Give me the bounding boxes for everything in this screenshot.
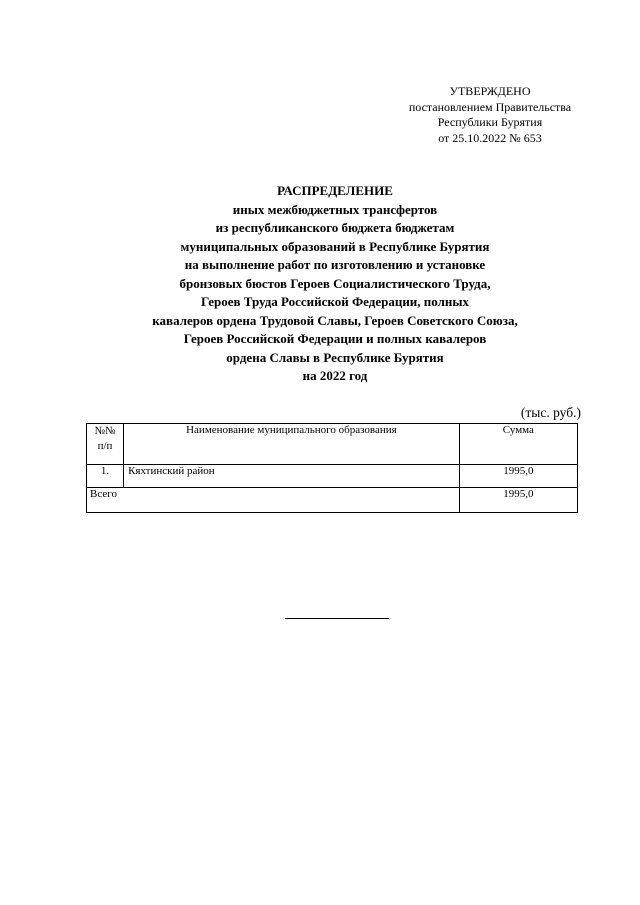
header-name: Наименование муниципального образования <box>124 424 460 465</box>
title-line: Героев Российской Федерации и полных кавалеров <box>183 331 487 346</box>
header-number-line2: п/п <box>97 440 113 452</box>
title-line: на 2022 год <box>302 368 368 383</box>
header-number-line1: №№ <box>94 425 116 437</box>
total-label: Всего <box>87 488 460 513</box>
title-line: кавалеров ордена Трудовой Славы, Героев Советского Союза, <box>152 312 518 328</box>
approval-resolution: постановлением Правительства <box>408 99 572 114</box>
table-total-row <box>87 488 578 513</box>
approval-republic: Республики Бурятия <box>437 115 543 129</box>
title-line: Героев Труда Российской Федерации, полных <box>200 294 470 309</box>
title-line: из республиканского бюджета бюджетам <box>215 220 455 235</box>
header-sum: Сумма <box>459 424 577 465</box>
total-sum: 1995,0 <box>459 488 577 513</box>
approval-block <box>380 84 600 146</box>
row-sum: 1995,0 <box>459 465 577 488</box>
document-title <box>60 182 610 386</box>
title-line: муниципальных образований в Республике Бурятия <box>180 238 490 254</box>
title-line: бронзовых бюстов Героев Социалистического Труда, <box>179 275 491 291</box>
distribution-table <box>86 423 578 513</box>
units-label: (тыс. руб.) <box>520 405 581 420</box>
table-header-row <box>87 424 578 465</box>
row-municipality: Кяхтинский район <box>124 465 460 488</box>
table-row <box>87 465 578 488</box>
title-line: на выполнение работ по изготовлению и установке <box>184 257 486 272</box>
header-number <box>87 424 124 465</box>
title-line: ордена Славы в Республике Бурятия <box>226 349 444 365</box>
approval-heading: УТВЕРЖДЕНО <box>449 84 531 98</box>
approval-date-number: от 25.10.2022 № 653 <box>438 130 542 145</box>
title-line: иных межбюджетных трансфертов <box>232 201 438 217</box>
title-heading: РАСПРЕДЕЛЕНИЕ <box>277 183 393 198</box>
closing-divider <box>285 618 389 619</box>
row-number: 1. <box>87 465 124 488</box>
